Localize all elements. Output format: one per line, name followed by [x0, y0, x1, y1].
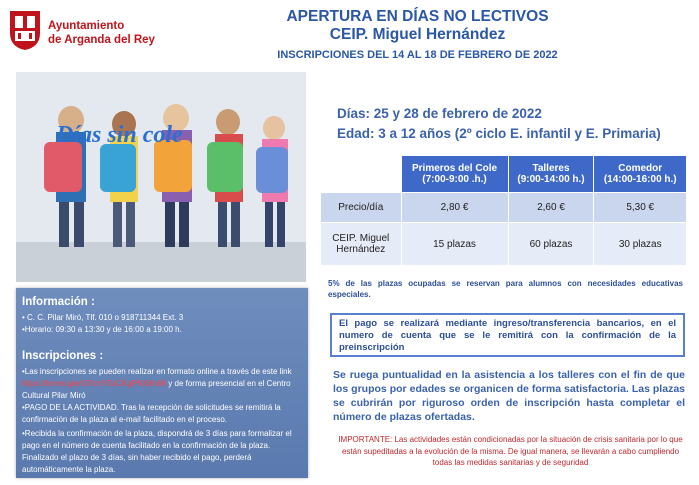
- logo-line-2: de Arganda del Rey: [48, 34, 155, 46]
- confirmation-info: •Recibida la confirmación de la plaza, dispondrá de 3 días para formalizar el pago en el número de cuenta facilitado en la confirmación de la plaza. Finalizado el plazo de 3 días, sin haber recibido el pago, perderá automáticamente la plaza.: [22, 429, 292, 474]
- payment-text: El pago se realizará mediante ingreso/transferencia bancarios, en el numero de cuenta que se le remitirá con la confirmación de la preinscripción: [339, 318, 676, 353]
- photo-caption: Días sin cole: [56, 122, 183, 148]
- inscriptions-intro: •Las inscripciones se pueden realizar en formato online a través de este link: [22, 367, 292, 376]
- table-corner: [321, 156, 402, 193]
- table-cell: 2,60 €: [508, 193, 594, 223]
- table-header-cell: [594, 156, 687, 193]
- price-table: [320, 155, 687, 266]
- main-title: APERTURA EN DÍAS NO LECTIVOS: [286, 8, 549, 25]
- column-title: Talleres: [532, 163, 570, 174]
- column-hours: (14:00-16:00 h.): [603, 174, 677, 185]
- info-heading: Información :: [22, 296, 95, 308]
- registration-link[interactable]: https://forms.gle/UTcmYSxCKgPNX8n68: [22, 379, 167, 388]
- info-box: [16, 288, 308, 478]
- table-cell: 5,30 €: [594, 193, 687, 223]
- info-hours: •Horario: 09:30 a 13:30 y de 16:00 a 19:00 h.: [22, 325, 182, 334]
- row-label: CEIP. Miguel Hernández: [321, 223, 402, 266]
- table-header-row: [321, 156, 687, 193]
- table-row: [321, 193, 687, 223]
- table-cell: 15 plazas: [401, 223, 508, 266]
- table-row: [321, 223, 687, 266]
- inscriptions-text: [22, 366, 302, 402]
- payment-info: •PAGO DE LA ACTIVIDAD. Tras la recepción de solicitudes se remitirá la confirmación de la plaza al e-mail facilitado en el proceso.: [22, 403, 281, 424]
- table-cell: 30 plazas: [594, 223, 687, 266]
- payment-box: [330, 313, 685, 357]
- column-title: Comedor: [618, 163, 663, 174]
- column-title: Primeros del Cole: [412, 163, 498, 174]
- age-line: Edad: 3 a 12 años (2º ciclo E. infantil y E. Primaria): [337, 126, 661, 141]
- table-header-cell: [508, 156, 594, 193]
- inscriptions-presencial: y de forma presencial en el Centro Cultural Pilar Miró: [22, 379, 291, 400]
- row-label: Precio/día: [321, 193, 402, 223]
- table-header-cell: [401, 156, 508, 193]
- days-line: Días: 25 y 28 de febrero de 2022: [337, 106, 542, 121]
- children-photo: [16, 72, 306, 282]
- logo-line-1: Ayuntamiento: [48, 20, 125, 32]
- info-address: • C. C. Pilar Miró, Tlf. 010 o 918711344 Ext. 3: [22, 313, 184, 322]
- punctuality-note: Se ruega puntualidad en la asistencia a los talleres con el fin de que los grupos por edades se organicen de forma satisfactoria. Las plazas se cubrirán por riguroso orden de inscripción hasta completar el número de plazas ofertadas.: [333, 369, 685, 423]
- column-hours: (9:00-14:00 h.): [517, 174, 585, 185]
- column-hours: (7:00-9:00 .h.): [422, 174, 487, 185]
- registration-dates: INSCRIPCIONES DEL 14 AL 18 DE FEBRERO DE 2022: [277, 49, 558, 61]
- ayuntamiento-logo: [8, 9, 156, 53]
- important-note: IMPORTANTE: Las actividades están condicionadas por la situación de crisis sanitaria por lo que están supeditadas a la evolución de la misma. De igual manera, se llevarán a cabo cumpliendo todas las medidas sanitarias y de seguridad: [338, 435, 683, 467]
- table-cell: 60 plazas: [508, 223, 594, 266]
- school-title: CEIP. Miguel Hernández: [329, 26, 506, 43]
- table-cell: 2,80 €: [401, 193, 508, 223]
- inscriptions-heading: Inscripciones :: [22, 350, 104, 362]
- crest-icon: [8, 9, 42, 51]
- reserve-note: 5% de las plazas ocupadas se reservan para alumnos con necesidades educativas especiales.: [328, 279, 683, 299]
